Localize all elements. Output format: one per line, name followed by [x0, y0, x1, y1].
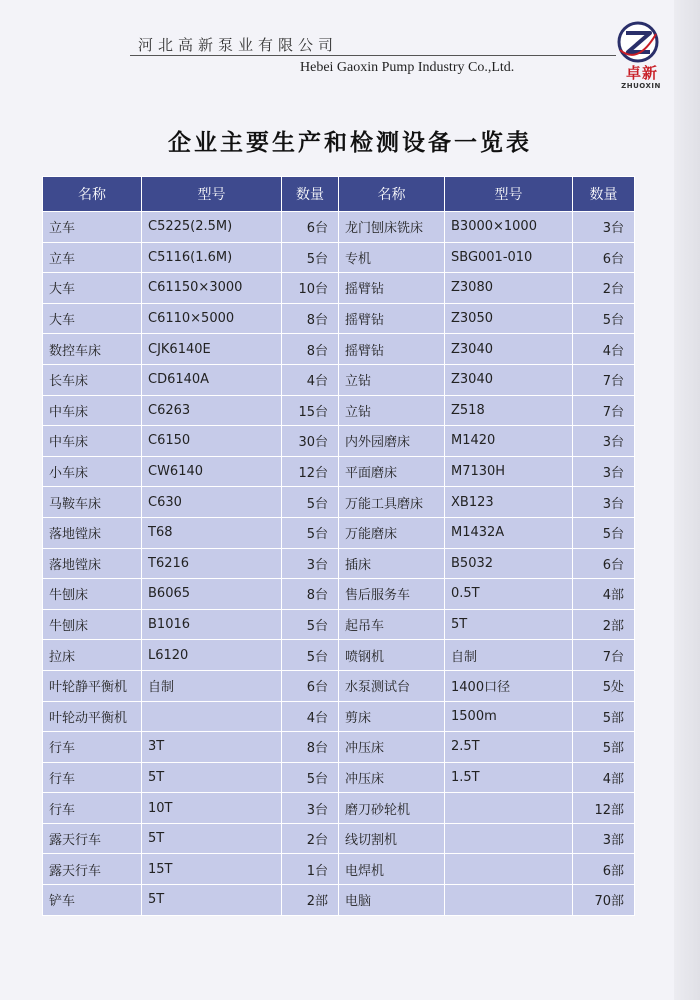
logo-text-en: ZHUOXIN [621, 82, 661, 90]
cell-name: 数控车床 [43, 334, 142, 365]
table-row [43, 242, 635, 273]
table-row [43, 303, 635, 334]
table-row [43, 548, 635, 579]
cell-model-2 [445, 885, 573, 916]
cell-name-2: 水泵测试台 [339, 670, 445, 701]
table-row [43, 426, 635, 457]
cell-model: L6120 [142, 640, 282, 671]
cell-quantity: 8台 [282, 334, 339, 365]
cell-model-2: 2.5T [445, 732, 573, 763]
cell-model: CD6140A [142, 364, 282, 395]
cell-name-2: 专机 [339, 242, 445, 273]
cell-model-2: 1400口径 [445, 670, 573, 701]
cell-quantity-2: 6部 [573, 854, 635, 885]
table-row [43, 273, 635, 304]
cell-quantity-2: 3台 [573, 487, 635, 518]
cell-model: C6150 [142, 426, 282, 457]
table-row [43, 762, 635, 793]
cell-name-2: 龙门刨床铣床 [339, 212, 445, 243]
cell-model-2: 自制 [445, 640, 573, 671]
cell-model-2: Z3040 [445, 334, 573, 365]
cell-model: 3T [142, 732, 282, 763]
cell-model-2: 1500m [445, 701, 573, 732]
cell-name: 落地镗床 [43, 548, 142, 579]
cell-name: 拉床 [43, 640, 142, 671]
cell-model-2: M1432A [445, 517, 573, 548]
equipment-table [42, 176, 635, 916]
cell-name: 中车床 [43, 426, 142, 457]
cell-quantity: 8台 [282, 303, 339, 334]
cell-model-2: Z3040 [445, 364, 573, 395]
cell-quantity: 4台 [282, 364, 339, 395]
cell-model: C6110×5000 [142, 303, 282, 334]
cell-name-2: 剪床 [339, 701, 445, 732]
cell-name-2: 售后服务车 [339, 579, 445, 610]
cell-quantity-2: 12部 [573, 793, 635, 824]
cell-quantity-2: 4部 [573, 762, 635, 793]
cell-model: T68 [142, 517, 282, 548]
table-row [43, 793, 635, 824]
cell-name: 小车床 [43, 456, 142, 487]
cell-model-2: 0.5T [445, 579, 573, 610]
table-body [43, 212, 635, 916]
table-row [43, 640, 635, 671]
table-header-row [43, 177, 635, 212]
cell-name-2: 插床 [339, 548, 445, 579]
cell-quantity-2: 6台 [573, 242, 635, 273]
cell-model-2 [445, 823, 573, 854]
cell-model: 5T [142, 885, 282, 916]
cell-quantity-2: 3台 [573, 456, 635, 487]
cell-quantity: 10台 [282, 273, 339, 304]
cell-quantity: 8台 [282, 579, 339, 610]
table-row [43, 579, 635, 610]
cell-quantity-2: 5处 [573, 670, 635, 701]
cell-model: C6263 [142, 395, 282, 426]
column-header-model: 型号 [142, 177, 282, 212]
cell-quantity-2: 4台 [573, 334, 635, 365]
logo-text-cn: 卓新 [625, 64, 658, 82]
cell-quantity-2: 7台 [573, 395, 635, 426]
table-row [43, 364, 635, 395]
cell-model: C630 [142, 487, 282, 518]
cell-name: 落地镗床 [43, 517, 142, 548]
cell-name: 行车 [43, 793, 142, 824]
cell-quantity: 3台 [282, 548, 339, 579]
cell-model: 5T [142, 762, 282, 793]
cell-name-2: 立钻 [339, 364, 445, 395]
cell-quantity: 15台 [282, 395, 339, 426]
cell-quantity-2: 5部 [573, 732, 635, 763]
cell-model: 15T [142, 854, 282, 885]
column-header-name: 名称 [43, 177, 142, 212]
cell-name: 露天行车 [43, 823, 142, 854]
cell-name-2: 摇臂钻 [339, 273, 445, 304]
cell-model: B6065 [142, 579, 282, 610]
cell-name: 长车床 [43, 364, 142, 395]
cell-name-2: 喷钢机 [339, 640, 445, 671]
cell-model: CW6140 [142, 456, 282, 487]
cell-model: 10T [142, 793, 282, 824]
cell-name: 牛刨床 [43, 579, 142, 610]
cell-name: 铲车 [43, 885, 142, 916]
cell-quantity: 5台 [282, 640, 339, 671]
cell-name: 大车 [43, 273, 142, 304]
cell-quantity-2: 6台 [573, 548, 635, 579]
cell-quantity: 1台 [282, 854, 339, 885]
cell-name-2: 万能工具磨床 [339, 487, 445, 518]
cell-quantity: 2部 [282, 885, 339, 916]
cell-model: 自制 [142, 670, 282, 701]
column-header-quantity-2: 数量 [573, 177, 635, 212]
table-row [43, 334, 635, 365]
cell-name: 立车 [43, 242, 142, 273]
cell-name: 露天行车 [43, 854, 142, 885]
cell-quantity: 5台 [282, 517, 339, 548]
cell-quantity-2: 5台 [573, 303, 635, 334]
cell-name: 中车床 [43, 395, 142, 426]
table-row [43, 823, 635, 854]
cell-name: 叶轮静平衡机 [43, 670, 142, 701]
cell-model-2: M7130H [445, 456, 573, 487]
cell-model: T6216 [142, 548, 282, 579]
cell-model-2: M1420 [445, 426, 573, 457]
cell-name: 马鞍车床 [43, 487, 142, 518]
cell-quantity: 8台 [282, 732, 339, 763]
cell-model-2: 5T [445, 609, 573, 640]
cell-model-2: B3000×1000 [445, 212, 573, 243]
cell-name: 行车 [43, 732, 142, 763]
cell-model-2: SBG001-010 [445, 242, 573, 273]
cell-model-2: Z3080 [445, 273, 573, 304]
company-name-en: Hebei Gaoxin Pump Industry Co.,Ltd. [300, 60, 515, 75]
cell-model-2: 1.5T [445, 762, 573, 793]
cell-quantity-2: 7台 [573, 640, 635, 671]
cell-model [142, 701, 282, 732]
cell-name-2: 万能磨床 [339, 517, 445, 548]
cell-model-2: XB123 [445, 487, 573, 518]
cell-name-2: 平面磨床 [339, 456, 445, 487]
header-divider [130, 55, 616, 56]
cell-quantity-2: 3台 [573, 426, 635, 457]
table-row [43, 517, 635, 548]
cell-model: 5T [142, 823, 282, 854]
cell-quantity-2: 5台 [573, 517, 635, 548]
cell-model: C61150×3000 [142, 273, 282, 304]
cell-quantity-2: 5部 [573, 701, 635, 732]
table-row [43, 456, 635, 487]
cell-quantity: 6台 [282, 670, 339, 701]
cell-name: 牛刨床 [43, 609, 142, 640]
cell-quantity: 12台 [282, 456, 339, 487]
cell-name: 立车 [43, 212, 142, 243]
cell-quantity: 6台 [282, 212, 339, 243]
table-row [43, 854, 635, 885]
cell-quantity-2: 7台 [573, 364, 635, 395]
table-row [43, 670, 635, 701]
cell-name-2: 摇臂钻 [339, 303, 445, 334]
cell-quantity-2: 3台 [573, 212, 635, 243]
cell-model: B1016 [142, 609, 282, 640]
cell-quantity: 5台 [282, 762, 339, 793]
cell-name-2: 线切割机 [339, 823, 445, 854]
cell-name-2: 内外园磨床 [339, 426, 445, 457]
cell-quantity: 3台 [282, 793, 339, 824]
table-row [43, 487, 635, 518]
cell-quantity-2: 3部 [573, 823, 635, 854]
column-header-model-2: 型号 [445, 177, 573, 212]
cell-name-2: 冲压床 [339, 762, 445, 793]
cell-name-2: 摇臂钻 [339, 334, 445, 365]
column-header-quantity: 数量 [282, 177, 339, 212]
company-name-cn: 河北高新泵业有限公司 [138, 36, 339, 54]
cell-quantity: 4台 [282, 701, 339, 732]
table-row [43, 609, 635, 640]
cell-name-2: 磨刀砂轮机 [339, 793, 445, 824]
table-row [43, 885, 635, 916]
cell-quantity: 5台 [282, 609, 339, 640]
cell-name: 行车 [43, 762, 142, 793]
cell-quantity: 5台 [282, 242, 339, 273]
cell-model: CJK6140E [142, 334, 282, 365]
cell-name: 大车 [43, 303, 142, 334]
cell-quantity: 5台 [282, 487, 339, 518]
cell-quantity-2: 70部 [573, 885, 635, 916]
table-row [43, 395, 635, 426]
cell-name-2: 起吊车 [339, 609, 445, 640]
cell-name-2: 冲压床 [339, 732, 445, 763]
cell-model-2: Z518 [445, 395, 573, 426]
cell-model-2 [445, 854, 573, 885]
cell-quantity: 30台 [282, 426, 339, 457]
cell-name: 叶轮动平衡机 [43, 701, 142, 732]
cell-quantity: 2台 [282, 823, 339, 854]
table-row [43, 732, 635, 763]
cell-quantity-2: 2台 [573, 273, 635, 304]
cell-name-2: 电脑 [339, 885, 445, 916]
cell-model-2: Z3050 [445, 303, 573, 334]
cell-quantity-2: 4部 [573, 579, 635, 610]
column-header-name-2: 名称 [339, 177, 445, 212]
cell-name-2: 电焊机 [339, 854, 445, 885]
table-row [43, 701, 635, 732]
cell-name-2: 立钻 [339, 395, 445, 426]
cell-quantity-2: 2部 [573, 609, 635, 640]
table-row [43, 212, 635, 243]
cell-model-2: B5032 [445, 548, 573, 579]
cell-model-2 [445, 793, 573, 824]
cell-model: C5225(2.5M) [142, 212, 282, 243]
page-title: 企业主要生产和检测设备一览表 [168, 130, 532, 156]
cell-model: C5116(1.6M) [142, 242, 282, 273]
